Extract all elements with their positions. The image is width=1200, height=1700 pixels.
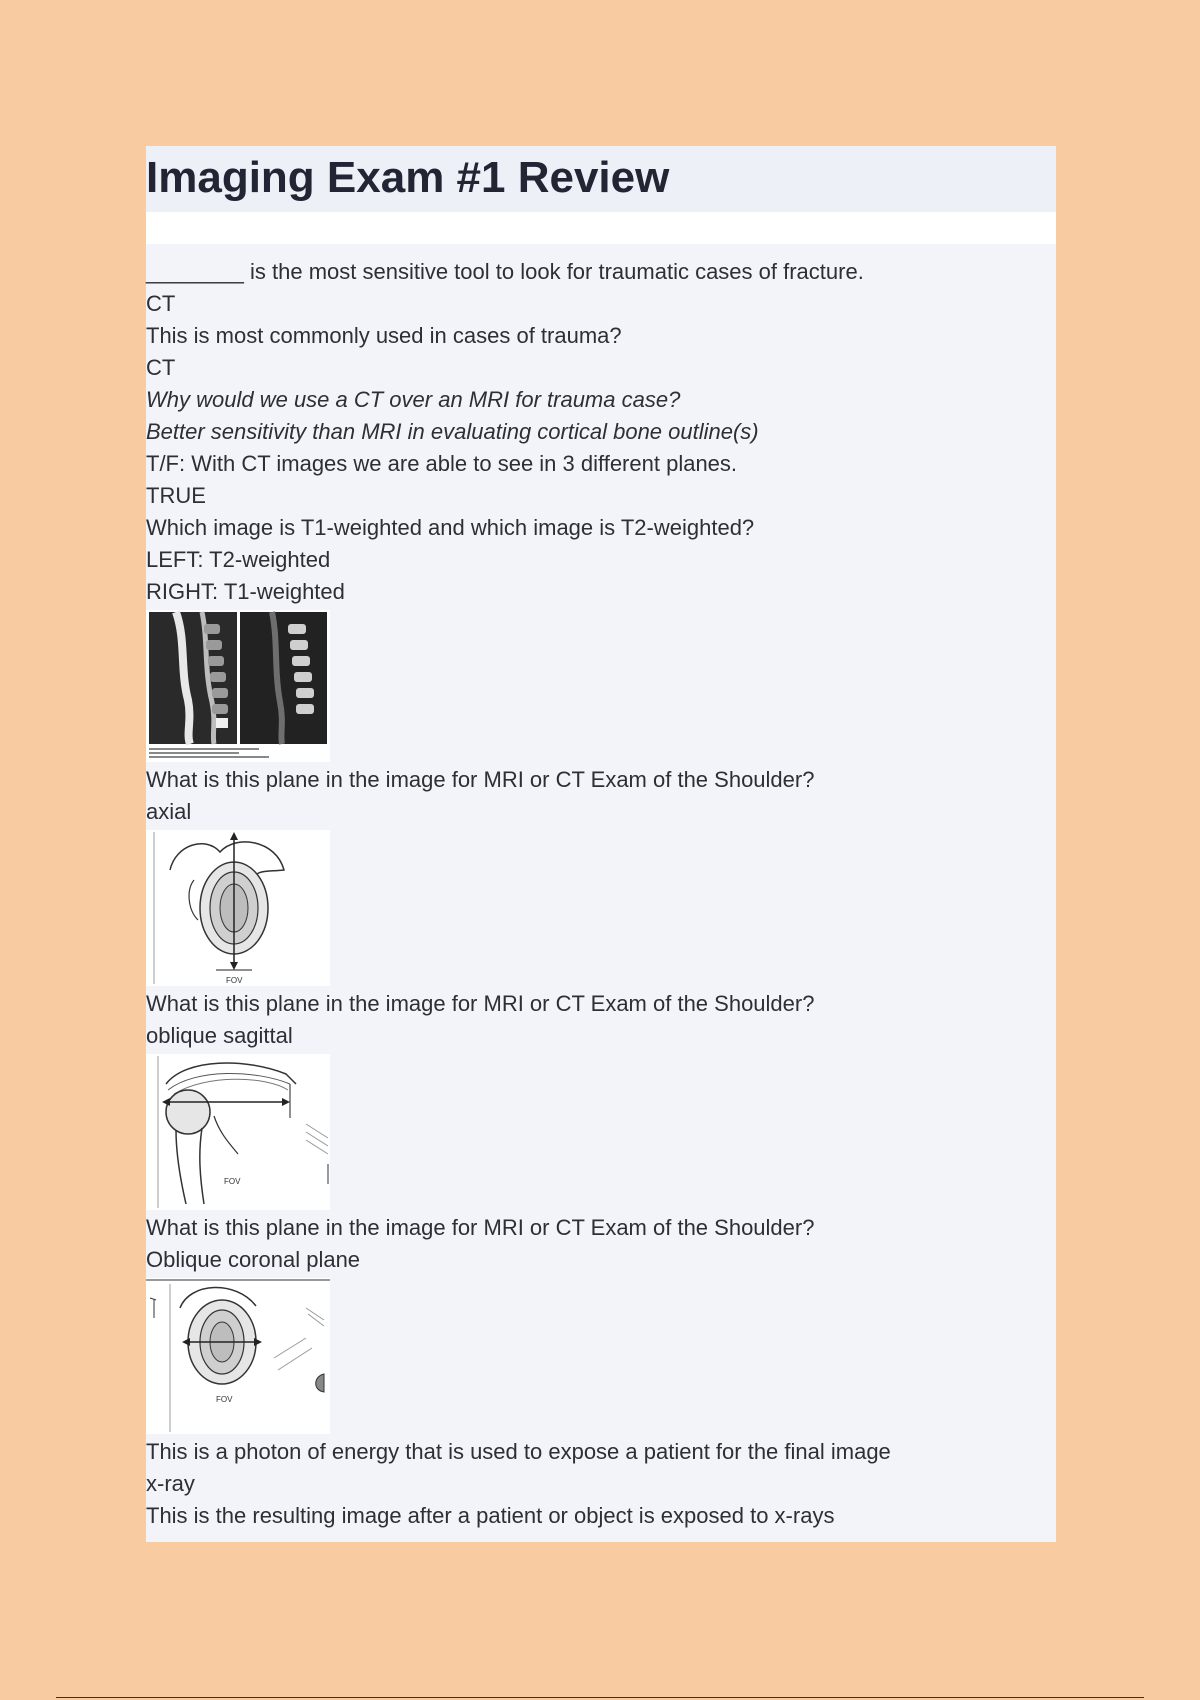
answer-6: axial xyxy=(146,799,192,824)
spacer-band xyxy=(146,212,1056,244)
question-10: This is the resulting image after a patient or object is exposed to x-rays xyxy=(146,1503,835,1528)
answer-7: oblique sagittal xyxy=(146,1023,293,1048)
answer-5-left: LEFT: T2-weighted xyxy=(146,547,331,572)
question-3: Why would we use a CT over an MRI for trauma case? xyxy=(146,387,681,412)
question-5: Which image is T1-weighted and which image is T2-weighted? xyxy=(146,515,755,540)
fov-label: FOV xyxy=(226,976,243,985)
answer-9: x-ray xyxy=(146,1471,195,1496)
question-2: This is most commonly used in cases of trauma? xyxy=(146,323,622,348)
answer-8: Oblique coronal plane xyxy=(146,1247,361,1272)
answer-4: TRUE xyxy=(146,483,206,508)
oblique-sagittal-shoulder-diagram xyxy=(146,1054,330,1210)
fov-label: FOV xyxy=(224,1177,241,1186)
question-7: What is this plane in the image for MRI or CT Exam of the Shoulder? xyxy=(146,991,815,1016)
footer-rule xyxy=(56,1697,1144,1698)
answer-5-right: RIGHT: T1-weighted xyxy=(146,579,345,604)
answer-3: Better sensitivity than MRI in evaluating cortical bone outline(s) xyxy=(146,419,759,444)
mri-spine-image xyxy=(146,610,330,762)
oblique-coronal-shoulder-diagram xyxy=(146,1278,330,1434)
title-band xyxy=(146,146,1056,212)
question-1: ________ is the most sensitive tool to look for traumatic cases of fracture. xyxy=(146,259,864,284)
question-4: T/F: With CT images we are able to see in 3 different planes. xyxy=(146,451,738,476)
fov-label: FOV xyxy=(216,1395,233,1404)
flashcard-content xyxy=(146,244,1056,1532)
answer-1: CT xyxy=(146,291,176,316)
document-page xyxy=(146,146,1056,1542)
question-8: What is this plane in the image for MRI or CT Exam of the Shoulder? xyxy=(146,1215,815,1240)
answer-2: CT xyxy=(146,355,176,380)
question-9: This is a photon of energy that is used to expose a patient for the final image xyxy=(146,1439,891,1464)
question-6: What is this plane in the image for MRI or CT Exam of the Shoulder? xyxy=(146,767,815,792)
axial-shoulder-diagram xyxy=(146,830,330,986)
page-title: Imaging Exam #1 Review xyxy=(146,153,670,202)
